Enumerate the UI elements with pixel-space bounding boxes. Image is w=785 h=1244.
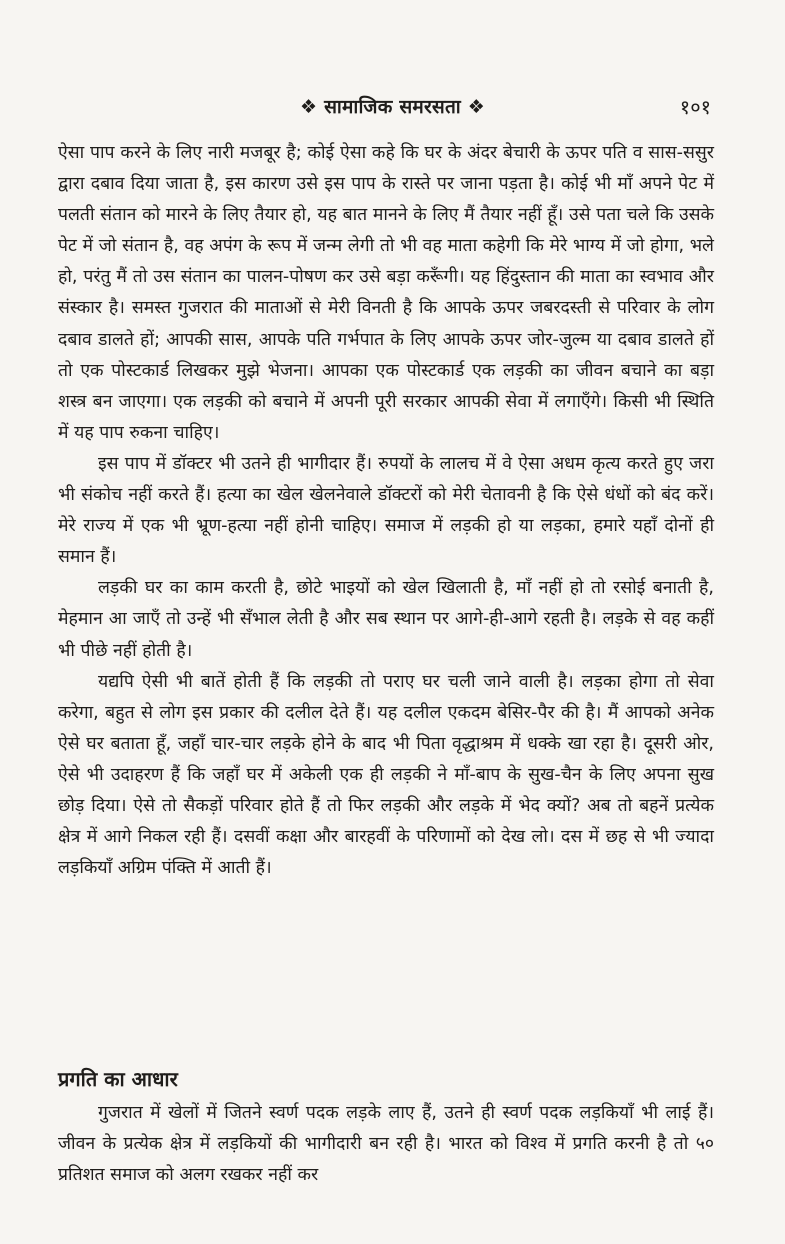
paragraph: यद्यपि ऐसी भी बातें होती हैं कि लड़की तो पराए घर चली जाने वाली है। लड़का होगा तो सेवा करेगा, बहुत से लोग इस प्रकार की दलील देते हैं। यह दलील एकदम बेसिर-पैर की है। मैं आपको अनेक ऐसे घर बताता हूँ, जहाँ चार-चार लड़के होने के बाद भी पिता वृद्धाश्रम में धक्के खा रहा है। दूसरी ओर, ऐसे भी उदाहरण हैं कि जहाँ घर में अकेली एक ही लड़की ने माँ-बाप के सुख-चैन के लिए अपना सुख छोड़ दिया। ऐसे तो सैकड़ों परिवार होते हैं तो फिर लड़की और लड़के में भेद क्यों? अब तो बहनें प्रत्येक क्षेत्र में आगे निकल रही हैं। दसवीं कक्षा और बारहवीं के परिणामों को देख लो। दस में छह से भी ज्यादा लड़कियाँ अग्रिम पंक्ति में आती हैं। xyxy=(58,671,714,879)
running-title: ❖ सामाजिक समरसता ❖ xyxy=(300,96,485,118)
section-heading: प्रगति का आधार xyxy=(58,1067,178,1091)
paragraph: गुजरात में खेलों में जितने स्वर्ण पदक लड़के लाए हैं, उतने ही स्वर्ण पदक लड़कियाँ भी लाई हैं। जीवन के प्रत्येक क्षेत्र में लड़कियों की भागीदारी बन रही है। भारत को विश्व में प्रगति करनी है तो ५० प्रतिशत समाज को अलग रखकर नहीं कर xyxy=(58,1103,714,1186)
body-text xyxy=(58,138,714,884)
paragraph: लड़की घर का काम करती है, छोटे भाइयों को खेल खिलाती है, माँ नहीं हो तो रसोई बनाती है, मेहमान आ जाएँ तो उन्हें भी सँभाल लेती है और सब स्थान पर आगे-ही-आगे रहती है। लड़के से वह कहीं भी पीछे नहीं होती है। xyxy=(58,578,714,661)
page-number: १०१ xyxy=(679,95,711,119)
running-header xyxy=(0,92,785,122)
paragraph: इस पाप में डॉक्टर भी उतने ही भागीदार हैं। रुपयों के लालच में वे ऐसा अधम कृत्य करते हुए जरा भी संकोच नहीं करते हैं। हत्या का खेल खेलनेवाले डॉक्टरों को मेरी चेतावनी है कि ऐसे धंधों को बंद करें। मेरे राज्य में एक भी भ्रूण-हत्या नहीं होनी चाहिए। समाज में लड़की हो या लड़का, हमारे यहाँ दोनों ही समान हैं। xyxy=(58,453,714,568)
section-body xyxy=(58,1098,714,1191)
paragraph: ऐसा पाप करने के लिए नारी मजबूर है; कोई ऐसा कहे कि घर के अंदर बेचारी के ऊपर पति व सास-ससुर द्वारा दबाव दिया जाता है, इस कारण उसे इस पाप के रास्ते पर जाना पड़ता है। कोई भी माँ अपने पेट में पलती संतान को मारने के लिए तैयार हो, यह बात मानने के लिए मैं तैयार नहीं हूँ। उसे पता चले कि उसके पेट में जो संतान है, वह अपंग के रूप में जन्म लेगी तो भी वह माता कहेगी कि मेरे भाग्य में जो होगा, भले हो, परंतु मैं तो उस संतान का पालन-पोषण कर उसे बड़ा करूँगी। यह हिंदुस्तान की माता का स्वभाव और संस्कार है। समस्त गुजरात की माताओं से मेरी विनती है कि आपके ऊपर जबरदस्ती से परिवार के लोग दबाव डालते हों; आपकी सास, आपके पति गर्भपात के लिए आपके ऊपर जोर-जुल्म या दबाव डालते हों तो एक पोस्टकार्ड लिखकर मुझे भेजना। आपका एक पोस्टकार्ड एक लड़की का जीवन बचाने का बड़ा शस्त्र बन जाएगा। एक लड़की को बचाने में अपनी पूरी सरकार आपकी सेवा में लगाएँगे। किसी भी स्थिति में यह पाप रुकना चाहिए। xyxy=(58,143,714,443)
